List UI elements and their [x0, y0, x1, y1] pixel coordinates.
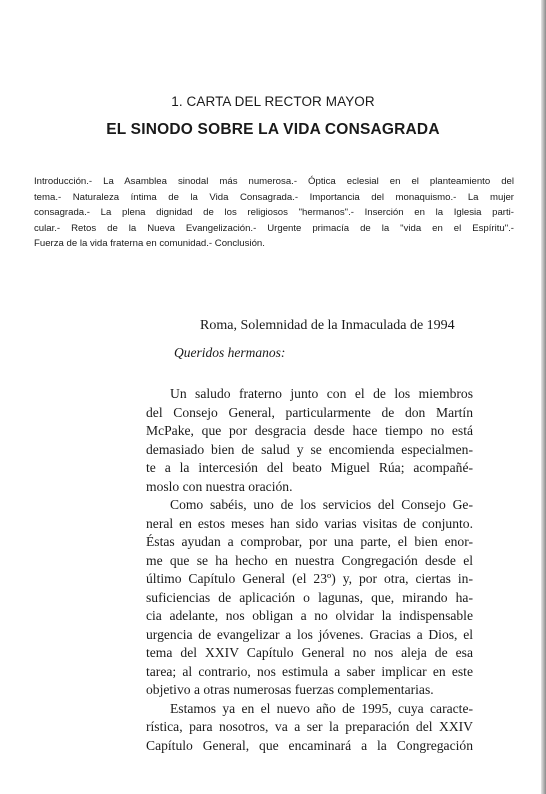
letter-body [146, 385, 473, 755]
body-line: demasiado bien de salud y se encomienda especialmen- [146, 441, 473, 457]
body-line: me que se ha hecho en nuestra Congregación desde el [146, 552, 473, 568]
body-line: tarea; al contrario, nos estimula a saber implicar en este [146, 663, 473, 679]
body-line: Capítulo General, que encaminará a la Congregación [146, 737, 473, 753]
body-line: último Capítulo General (el 23º) y, por otra, ciertas in- [146, 571, 473, 586]
body-line: te a la intercesión del beato Miguel Rúa; acompañé- [146, 460, 473, 475]
summary-line: cular.- Retos de la Nueva Evangelización.- Urgente primacía de la "vida en el Espíritu".- [34, 222, 514, 234]
body-line: del Consejo General, particularmente de don Martín [146, 404, 473, 420]
body-line: neral en estos meses han sido varias visitas de conjunto. [146, 515, 473, 531]
body-line: Como sabéis, uno de los servicios del Consejo Ge- [170, 497, 473, 512]
body-line: rística, para nosotros, va a ser la preparación del XXIV [146, 719, 473, 734]
body-line: urgencia de evangelizar a los jóvenes. Gracias a Dios, el [146, 626, 473, 642]
section-heading: 1. CARTA DEL RECTOR MAYOR [171, 94, 375, 109]
summary-line: Fuerza de la vida fraterna en comunidad.- Conclusión. [34, 238, 265, 250]
body-line: suficiencias de aplicación o lagunas, que, mirando ha- [146, 589, 473, 605]
summary-abstract [34, 174, 514, 252]
body-line: McPake, que por desgracia desde hace tiempo no está [146, 423, 473, 438]
body-line: objetivo a otras numerosas fuerzas complementarias. [146, 682, 434, 697]
body-line: moslo con nuestra oración. [146, 478, 293, 494]
body-line: tema del XXIV Capítulo General no nos aleja de esa [146, 645, 473, 660]
summary-line: Introducción.- La Asamblea sinodal más numerosa.- Óptica eclesial en el planteamiento del [34, 176, 514, 187]
body-line: Un saludo fraterno junto con el de los miembros [170, 386, 473, 401]
body-line: Estamos ya en el nuevo año de 1995, cuya caracte- [170, 700, 473, 716]
page-title: EL SINODO SOBRE LA VIDA CONSAGRADA [106, 121, 440, 138]
body-line: Éstas ayudan a comprobar, por una parte, el bien enor- [146, 534, 473, 549]
place-date: Roma, Solemnidad de la Inmaculada de 1994 [200, 318, 455, 333]
page-edge-shadow [541, 0, 546, 794]
salutation: Queridos hermanos: [174, 345, 286, 360]
summary-line: consagrada.- La plena dignidad de los religiosos "hermanos".- Inserción en la Iglesia parti- [34, 207, 514, 219]
body-line: cia adelante, nos obligan a no olvidar la indispensable [146, 608, 473, 623]
summary-line: tema.- Naturaleza íntima de la Vida Consagrada.- Importancia del monaquismo.- La mujer [34, 191, 514, 203]
